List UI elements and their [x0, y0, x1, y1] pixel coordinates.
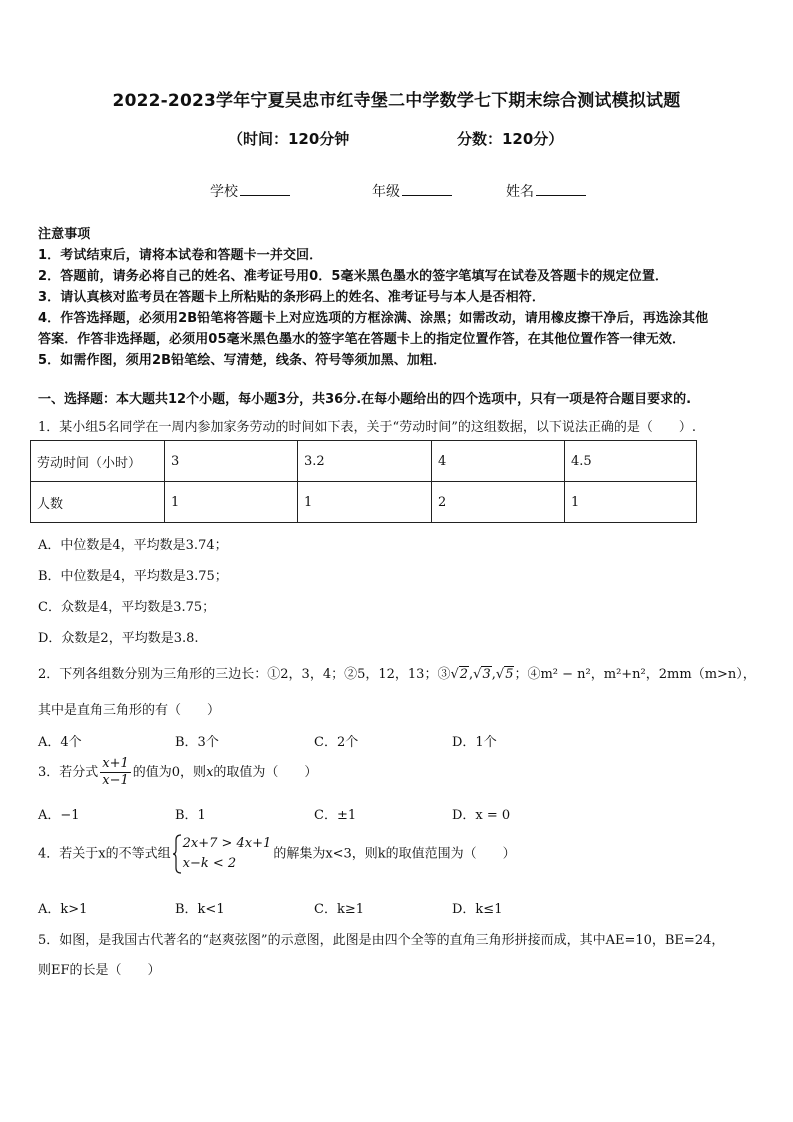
table-cell: 3.2: [298, 441, 432, 482]
exam-score: 分数：120分）: [457, 130, 564, 148]
q3-option-a: A．−1: [38, 808, 80, 823]
fraction-denominator: x−1: [102, 773, 129, 788]
q2-option-b: B．3个: [175, 735, 219, 750]
q4-option-d: D．k≤1: [452, 902, 503, 917]
q3-variable: x: [206, 765, 214, 780]
table-row: [31, 482, 697, 523]
note-item: 2．答题前，请务必将自己的姓名、准考证号用0．5毫米黑色墨水的签字笔填写在试卷及答题卡的规定位置．: [38, 269, 669, 284]
q2-stem-line2: 其中是直角三角形的有（ ）: [38, 703, 221, 718]
q4-option-a: A．k>1: [38, 902, 88, 917]
table-cell: 4: [432, 441, 565, 482]
note-item: 1．考试结束后，请将本试卷和答题卡一并交回．: [38, 248, 323, 263]
note-item: 3．请认真核对监考员在答题卡上所粘贴的条形码上的姓名、准考证号与本人是否相符．: [38, 290, 545, 305]
sqrt-5: √5: [495, 667, 514, 682]
q4-option-b: B．k<1: [175, 902, 225, 917]
q1-option-a: A．中位数是4，平均数是3.74；: [38, 538, 228, 553]
table-cell: 4.5: [565, 441, 697, 482]
q3-suffix-b: 的取值为（ ）: [213, 765, 318, 780]
q4-prefix: 4．若关于x的不等式组: [38, 846, 171, 862]
page-title: 2022-2023学年宁夏吴忠市红寺堡二中学数学七下期末综合测试模拟试题: [112, 91, 681, 111]
q2-option-d: D．1个: [452, 735, 497, 750]
q3-option-c: C．±1: [314, 808, 357, 823]
school-field: [210, 181, 290, 201]
q2-option-c: C．2个: [314, 735, 359, 750]
note-item: 4．作答选择题，必须用2B铅笔将答题卡上对应选项的方框涂满、涂黑；如需改动，请用橡皮擦干净后，再选涂其他: [38, 311, 709, 326]
q5-stem-line1: 5．如图，是我国古代著名的“赵爽弦图”的示意图，此图是由四个全等的直角三角形拼接而成，其中AE=10，BE=24，: [38, 933, 725, 948]
name-field: [506, 181, 586, 201]
q3-stem: [38, 756, 317, 789]
sqrt-3: √3: [473, 667, 491, 682]
grade-blank: [402, 182, 452, 196]
school-label: 学校: [210, 184, 238, 200]
fraction-numerator: x+1: [102, 756, 129, 771]
q3-fraction: [100, 756, 131, 789]
note-item: 5．如需作图，须用2B铅笔绘、写清楚，线条、符号等须加黑、加粗．: [38, 353, 447, 368]
notes-heading: 注意事项: [38, 227, 91, 242]
q2-stem-a: 2．下列各组数分别为三角形的三边长：①2，3，4；②5，12，13；③: [38, 667, 451, 682]
note-item: 答案．作答非选择题，必须用05毫米黑色墨水的签字笔在答题卡上的指定位置作答，在其他位置作答一律无效．: [38, 332, 686, 347]
name-blank: [536, 182, 586, 196]
table-cell: 1: [165, 482, 298, 523]
q2-option-a: A．4个: [38, 735, 82, 750]
table-cell: 劳动时间（小时）: [31, 441, 165, 482]
q4-suffix: 的解集为x<3，则k的取值范围为（ ）: [273, 846, 516, 862]
q4-option-c: C．k≥1: [314, 902, 364, 917]
q3-prefix: 3．若分式: [38, 765, 99, 780]
table-row: [31, 441, 697, 482]
grade-label: 年级: [372, 184, 400, 200]
name-label: 姓名: [506, 184, 534, 200]
q3-suffix-a: 的值为0，则: [132, 765, 207, 780]
exam-time: （时间：120分钟: [228, 130, 350, 148]
q2-stem: 2．下列各组数分别为三角形的三边长：①2，3，4；②5，12，13；③√2,√3,√5；④m² − n²，m²+n²，2mm（m>n），: [38, 667, 756, 682]
brace-icon: [173, 834, 182, 874]
q5-stem-line2: 则EF的长是（ ）: [38, 963, 161, 978]
q3-option-d: D．x = 0: [452, 808, 511, 823]
inequality-2: x−k < 2: [182, 856, 237, 871]
sqrt-2: √2: [450, 667, 469, 682]
inequality-1: 2x+7 > 4x+1: [182, 836, 272, 851]
q3-option-b: B．1: [175, 808, 206, 823]
section-heading: 一、选择题：本大题共12个小题，每小题3分，共36分.在每小题给出的四个选项中，只有一项是符合题目要求的.: [38, 392, 692, 407]
table-cell: 2: [432, 482, 565, 523]
table-cell: 3: [165, 441, 298, 482]
table-cell: 人数: [31, 482, 165, 523]
q1-option-b: B．中位数是4，平均数是3.75；: [38, 569, 228, 584]
grade-field: [372, 181, 452, 201]
q4-stem: [38, 834, 516, 874]
q1-stem: 1．某小组5名同学在一周内参加家务劳动的时间如下表，关于“劳动时间”的这组数据，以下说法正确的是（ ）.: [38, 420, 696, 435]
q1-option-c: C．众数是4，平均数是3.75；: [38, 600, 216, 615]
q1-table: [30, 440, 697, 523]
q2-stem-b: ；④m² − n²，m²+n²，2mm（m>n），: [514, 667, 756, 682]
q4-inequality-system: [173, 834, 272, 874]
table-cell: 1: [565, 482, 697, 523]
table-cell: 1: [298, 482, 432, 523]
q1-option-d: D．众数是2，平均数是3.8.: [38, 631, 199, 646]
school-blank: [240, 182, 290, 196]
